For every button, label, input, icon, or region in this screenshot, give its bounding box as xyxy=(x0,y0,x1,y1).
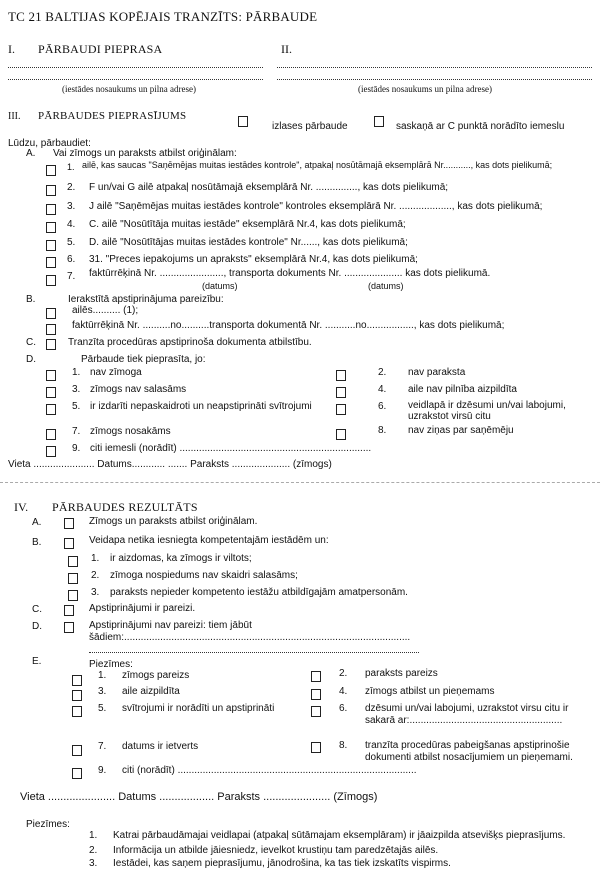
section-3-number: III. xyxy=(8,111,21,122)
item-a3-number: 3. xyxy=(67,201,76,212)
item-a1-number: 1. xyxy=(67,162,75,172)
note-e8-checkbox[interactable] xyxy=(311,742,321,753)
section-2-number: II. xyxy=(281,42,292,56)
result-d-line-2[interactable] xyxy=(89,652,419,653)
item-b1-text: ailēs.......... (1); xyxy=(72,305,139,316)
item-a4-checkbox[interactable] xyxy=(46,222,56,233)
note-e8-text: tranzīta procedūras pabeigšanas apstiprinošie xyxy=(365,740,570,751)
item-a2-number: 2. xyxy=(67,182,76,193)
reason-d1-checkbox[interactable] xyxy=(46,370,56,381)
note-e2-checkbox[interactable] xyxy=(311,671,321,682)
section-4-number: IV. xyxy=(14,500,29,514)
reason-d2-text: nav paraksta xyxy=(408,367,466,378)
result-d-checkbox[interactable] xyxy=(64,622,74,633)
item-a1-text: ailē, kas saucas "Saņēmējas muitas iestādes kontrole", atpakaļ nosūtāmajā eksemplārā Nr..........., kas dots pielikumā; xyxy=(82,160,553,170)
result-b3-text: paraksts nepieder kompetento iestāžu atbildīgajām amatpersonām. xyxy=(110,587,408,598)
item-a5-text: D. ailē "Nosūtītājas muitas iestādes kontrole" Nr......, kas dots pielikumā; xyxy=(89,237,408,248)
note-e9-number: 9. xyxy=(98,765,107,776)
note-e4-text: zīmogs atbilst un pieņemams xyxy=(365,686,495,697)
caption-left: (iestādes nosaukums un pilna adrese) xyxy=(62,84,196,94)
item-a7-checkbox[interactable] xyxy=(46,275,56,286)
reason-d4-number: 4. xyxy=(378,384,387,395)
result-b2-checkbox[interactable] xyxy=(68,573,78,584)
section-1-number: I. xyxy=(8,42,15,56)
reason-d3-number: 3. xyxy=(72,384,81,395)
note-e7-text: datums ir ietverts xyxy=(122,741,199,752)
section-4-signature-line: Vieta ...................... Datums .................. Paraksts ...................... (Zīmogs) xyxy=(20,791,378,803)
result-b3-checkbox[interactable] xyxy=(68,590,78,601)
section-3b-text: Ierakstītā apstiprinājuma pareizību: xyxy=(68,294,224,305)
section-1-heading: PĀRBAUDI PIEPRASA xyxy=(38,42,163,56)
reason-d5-text: ir izdarīti nepaskaidroti un neapstiprināti svītrojumi xyxy=(90,401,312,412)
item-a2-checkbox[interactable] xyxy=(46,185,56,196)
item-a6-number: 6. xyxy=(67,254,76,265)
reason-d1-number: 1. xyxy=(72,367,81,378)
note-e7-number: 7. xyxy=(98,741,107,752)
item-a7-date-caption-2: (datums) xyxy=(368,281,404,291)
item-a3-checkbox[interactable] xyxy=(46,204,56,215)
random-check-checkbox[interactable] xyxy=(238,116,248,127)
note-e5-number: 5. xyxy=(98,703,107,714)
note-e2-number: 2. xyxy=(339,668,348,679)
item-a6-text: 31. "Preces iepakojums un apraksts" eksemplārā Nr.4, kas dots pielikumā; xyxy=(89,254,418,265)
result-b-checkbox[interactable] xyxy=(64,538,74,549)
note-e3-text: aile aizpildīta xyxy=(122,686,180,697)
section-4d-letter: D. xyxy=(32,621,42,632)
item-a4-text: C. ailē "Nosūtītāja muitas iestāde" eksemplārā Nr.4, kas dots pielikumā; xyxy=(89,219,406,230)
reason-d6-text: veidlapā ir dzēsumi un/vai labojumi, xyxy=(408,400,566,411)
reason-d9-number: 9. xyxy=(72,443,81,454)
reason-d4-text: aile nav pilnība aizpildīta xyxy=(408,384,517,395)
reason-d6-text-line-2: uzrakstot virsū citu xyxy=(408,411,491,422)
note-e4-number: 4. xyxy=(339,686,348,697)
please-check-text: Lūdzu, pārbaudiet: xyxy=(8,138,91,149)
note-2-text: Informācija un atbilde jāiesniedz, ievelkot krustiņu tam paredzētajās ailēs. xyxy=(113,845,439,856)
result-a-text: Zīmogs un paraksts atbilst oriģinālam. xyxy=(89,516,258,527)
item-a7-text: faktūrrēķinā Nr. ......................., transporta dokuments Nr. ..................... kas dots pielikumā. xyxy=(89,268,491,279)
item-b1-checkbox[interactable] xyxy=(46,308,56,319)
item-a2-text: F un/vai G ailē atpakaļ nosūtāmajā eksemplārā Nr. ..............., kas dots pielikumā; xyxy=(89,182,449,193)
result-b1-number: 1. xyxy=(91,553,100,564)
document-title: TC 21 BALTIJAS KOPĒJAIS TRANZĪTS: PĀRBAUDE xyxy=(8,9,318,24)
note-2-number: 2. xyxy=(89,845,98,856)
reason-d1-text: nav zīmoga xyxy=(90,367,142,378)
section-3-signature-line: Vieta ...................... Datums............ ....... Paraksts ..................... (zīmogs) xyxy=(8,459,332,470)
section-4-heading: PĀRBAUDES REZULTĀTS xyxy=(52,500,198,514)
note-e1-checkbox[interactable] xyxy=(72,675,82,686)
reason-d9-checkbox[interactable] xyxy=(46,446,56,457)
result-b1-checkbox[interactable] xyxy=(68,556,78,567)
section-4e-letter: E. xyxy=(32,656,42,667)
section-4e-text: Piezīmes: xyxy=(89,659,133,670)
reason-d3-checkbox[interactable] xyxy=(46,387,56,398)
reason-d2-number: 2. xyxy=(378,367,387,378)
reason-c-label: saskaņā ar C punktā norādīto iemeslu xyxy=(396,121,565,132)
note-e4-checkbox[interactable] xyxy=(311,689,321,700)
note-1-text: Katrai pārbaudāmajai veidlapai (atpakaļ sūtāmajam eksemplāram) ir jāaizpilda atsevišķs pieprasījums. xyxy=(113,830,566,841)
requester-name-line-2[interactable] xyxy=(8,79,263,80)
reason-d8-text: nav ziņas par saņēmēju xyxy=(408,425,514,436)
reason-d9-text: citi iemesli (norādīt) ..................................................................... xyxy=(90,443,372,454)
section-4b-letter: B. xyxy=(32,537,42,548)
result-d-correct-values: šādiem:....................................................................................................... xyxy=(89,632,411,643)
section-3a-text: Vai zīmogs un paraksts atbilst oriģinālam: xyxy=(53,148,237,159)
reason-d7-text: zīmogs nosakāms xyxy=(90,426,171,437)
section-4a-letter: A. xyxy=(32,517,42,528)
requester-name-line-1[interactable] xyxy=(8,67,263,68)
result-c-checkbox[interactable] xyxy=(64,605,74,616)
reason-c-checkbox[interactable] xyxy=(374,116,384,127)
item-a6-checkbox[interactable] xyxy=(46,257,56,268)
item-a1-checkbox[interactable] xyxy=(46,165,56,176)
reason-d8-checkbox[interactable] xyxy=(336,429,346,440)
note-1-number: 1. xyxy=(89,830,98,841)
result-b3-number: 3. xyxy=(91,587,100,598)
note-e8-text-line-2: dokumenti atbilst nosacījumiem un pieņemami. xyxy=(365,752,573,763)
section-3c-text: Tranzīta procedūras apstiprinoša dokumenta atbilstību. xyxy=(68,337,312,348)
section-divider xyxy=(0,482,600,483)
random-check-label: izlases pārbaude xyxy=(272,121,348,132)
note-e7-checkbox[interactable] xyxy=(72,745,82,756)
section-3c-letter: C. xyxy=(26,337,36,348)
note-e1-text: zīmogs pareizs xyxy=(122,670,190,681)
section-3d-text: Pārbaude tiek pieprasīta, jo: xyxy=(81,354,206,365)
section-3b-letter: B. xyxy=(26,294,36,305)
item-c-checkbox[interactable] xyxy=(46,339,56,350)
reason-d3-text: zīmogs nav salasāms xyxy=(90,384,187,395)
result-c-text: Apstiprinājumi ir pareizi. xyxy=(89,603,196,614)
reason-d4-checkbox[interactable] xyxy=(336,387,346,398)
item-a5-checkbox[interactable] xyxy=(46,240,56,251)
section-3d-letter: D. xyxy=(26,354,36,365)
recipient-name-line-2[interactable] xyxy=(277,79,592,80)
reason-d5-checkbox[interactable] xyxy=(46,404,56,415)
notes-heading: Piezīmes: xyxy=(26,819,70,830)
section-4c-letter: C. xyxy=(32,604,42,615)
note-e6-checkbox[interactable] xyxy=(311,706,321,717)
reason-d7-number: 7. xyxy=(72,426,81,437)
note-3-text: Iestādei, kas saņem pieprasījumu, jānodrošina, ka tas tiek izskatīts vispirms. xyxy=(113,858,451,869)
note-e5-checkbox[interactable] xyxy=(72,706,82,717)
section-3a-letter: A. xyxy=(26,148,36,159)
item-a3-text: J ailē "Saņēmējas muitas iestādes kontrole" kontroles eksemplārā Nr. ..................., kas dots pielikumā; xyxy=(89,201,543,212)
result-b2-number: 2. xyxy=(91,570,100,581)
reason-d6-checkbox[interactable] xyxy=(336,404,346,415)
reason-d6-number: 6. xyxy=(378,401,387,412)
note-3-number: 3. xyxy=(89,858,98,869)
note-e9-checkbox[interactable] xyxy=(72,768,82,779)
result-a-checkbox[interactable] xyxy=(64,518,74,529)
item-b2-checkbox[interactable] xyxy=(46,324,56,335)
note-e6-number: 6. xyxy=(339,703,348,714)
item-a7-date-caption-1: (datums) xyxy=(202,281,238,291)
note-e9-text: citi (norādīt) ...................................................................................... xyxy=(122,765,417,776)
reason-d2-checkbox[interactable] xyxy=(336,370,346,381)
note-e3-number: 3. xyxy=(98,686,107,697)
note-e5-text: svītrojumi ir norādīti un apstiprināti xyxy=(122,703,275,714)
reason-d8-number: 8. xyxy=(378,425,387,436)
note-e6-text: dzēsumi un/vai labojumi, uzrakstot virsu citu ir xyxy=(365,703,569,714)
result-d-text: Apstiprinājumi nav pareizi: tiem jābūt xyxy=(89,620,252,631)
item-b2-text: faktūrrēķinā Nr. ..........no..........transporta dokumentā Nr. ...........no................., kas dots pielikumā; xyxy=(72,320,505,331)
reason-d7-checkbox[interactable] xyxy=(46,429,56,440)
caption-right: (iestādes nosaukums un pilna adrese) xyxy=(358,84,492,94)
note-e1-number: 1. xyxy=(98,670,107,681)
note-e2-text: paraksts pareizs xyxy=(365,668,438,679)
item-a4-number: 4. xyxy=(67,219,76,230)
note-e8-number: 8. xyxy=(339,740,348,751)
section-3-heading: PĀRBAUDES PIEPRASĪJUMS xyxy=(38,110,187,122)
reason-d5-number: 5. xyxy=(72,401,81,412)
recipient-name-line-1[interactable] xyxy=(277,67,592,68)
note-e3-checkbox[interactable] xyxy=(72,690,82,701)
result-b1-text: ir aizdomas, ka zīmogs ir viltots; xyxy=(110,553,252,564)
item-a7-number: 7. xyxy=(67,271,76,282)
note-e6-text-line-2: sakarā ar:....................................................... xyxy=(365,715,563,726)
result-b-text: Veidapa netika iesniegta kompetentajām iestādēm un: xyxy=(89,535,329,546)
item-a5-number: 5. xyxy=(67,237,76,248)
result-b2-text: zīmoga nospiedums nav skaidri salasāms; xyxy=(110,570,298,581)
